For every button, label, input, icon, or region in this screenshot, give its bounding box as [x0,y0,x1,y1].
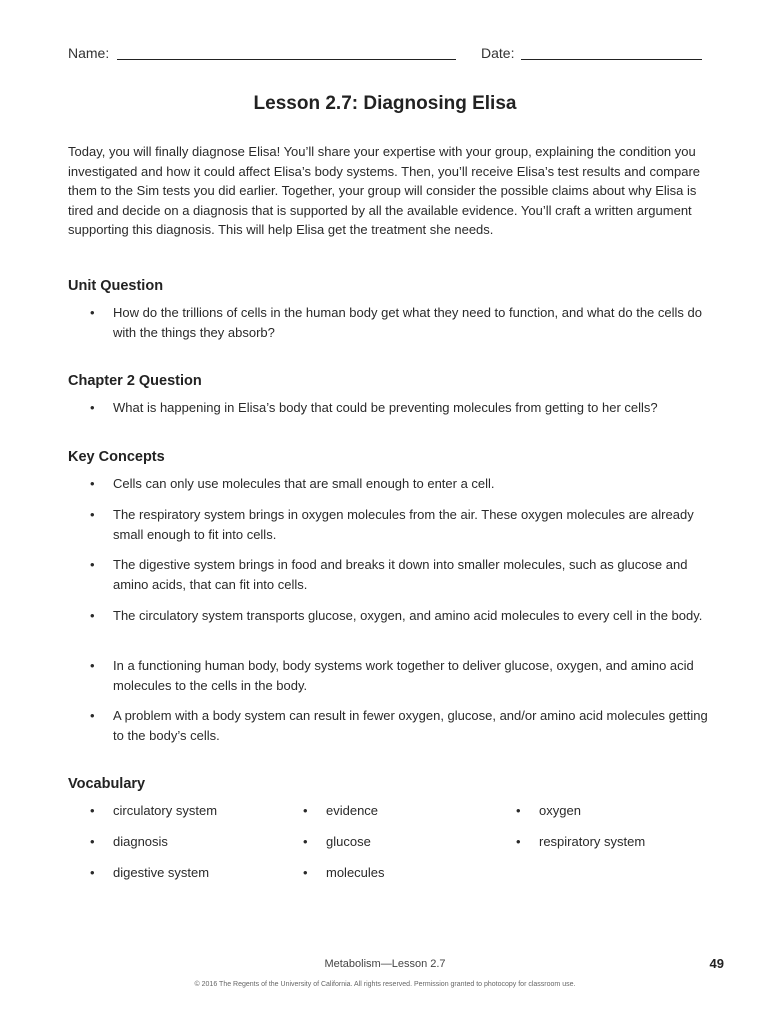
bullet: • [90,803,95,818]
list-item [90,606,710,626]
list-item [90,555,710,595]
vocab-item [303,801,378,821]
list-item [90,303,710,343]
vocab-item [303,832,371,852]
key-concept-text: The digestive system brings in food and breaks it down into smaller molecules, such as glucose and amino acids, that can fit into cells. [113,557,688,592]
date-label: Date: [481,45,515,61]
unit-question-text: How do the trillions of cells in the human body get what they need to function, and what do the cells do with the things they absorb? [113,305,702,340]
intro-paragraph: Today, you will finally diagnose Elisa! You’ll share your expertise with your group, explaining the condition you investigated and how it could affect Elisa’s body systems. Then, you’ll receive Elisa’s test results and compare them to the Sim tests you did earlier. Together, your group will consider the possible claims about why Elisa is tired and decide on a diagnosis that is supported by all the available evidence. You’ll craft a written argument supporting this diagnosis. This will help Elisa get the treatment she needs. [68,144,701,237]
bullet: • [303,803,308,818]
page-number: 49 [709,956,724,971]
bullet: • [90,865,95,880]
bullet: • [516,834,521,849]
vocab-item [516,832,645,852]
copyright-notice: © 2016 The Regents of the University of California. All rights reserved. Permission granted to photocopy for classroom use. [194,981,576,988]
vocab-item [90,801,217,821]
bullet: • [90,608,95,623]
bullet: • [303,865,308,880]
key-concept-text: The circulatory system transports glucose, oxygen, and amino acid molecules to every cell in the body. [113,608,703,623]
key-concept-text: A problem with a body system can result in fewer oxygen, glucose, and/or amino acid molecules getting to the body’s cells. [113,708,708,743]
bullet: • [90,305,95,320]
bullet: • [90,400,95,415]
bullet: • [516,803,521,818]
vocab-term: respiratory system [539,834,646,849]
bullet: • [90,708,95,723]
chapter-question-text: What is happening in Elisa’s body that could be preventing molecules from getting to her cells? [113,400,658,415]
list-item [90,505,710,545]
list-item [90,706,710,746]
bullet: • [90,476,95,491]
vocab-term: circulatory system [113,803,218,818]
bullet: • [90,557,95,572]
vocab-term: diagnosis [113,834,168,849]
vocabulary-heading: Vocabulary [68,776,146,792]
key-concept-text: In a functioning human body, body systems work together to deliver glucose, oxygen, and amino acid molecules to the cells in the body. [113,658,694,693]
list-item [90,398,710,418]
vocab-term: digestive system [113,865,210,880]
vocab-term: glucose [326,834,371,849]
vocab-item [90,863,209,883]
page-title: Lesson 2.7: Diagnosing Elisa [253,93,517,114]
vocab-term: oxygen [539,803,581,818]
list-item [90,656,710,696]
date-line [521,59,702,60]
vocab-term: molecules [326,865,385,880]
vocab-item [303,863,385,883]
bullet: • [90,507,95,522]
vocab-term: evidence [326,803,379,818]
bullet: • [90,834,95,849]
name-label: Name: [68,45,110,61]
chapter-question-heading: Chapter 2 Question [68,373,202,389]
bullet: • [90,658,95,673]
key-concept-text: The respiratory system brings in oxygen molecules from the air. These oxygen molecules are already small enough to fit into cells. [113,507,694,542]
key-concepts-heading: Key Concepts [68,449,165,465]
vocab-item [516,801,581,821]
bullet: • [303,834,308,849]
list-item [90,474,710,494]
unit-question-heading: Unit Question [68,278,164,294]
name-line [117,59,456,60]
vocab-item [90,832,168,852]
key-concept-text: Cells can only use molecules that are small enough to enter a cell. [113,476,495,491]
footer-lesson-label: Metabolism—Lesson 2.7 [324,958,446,970]
